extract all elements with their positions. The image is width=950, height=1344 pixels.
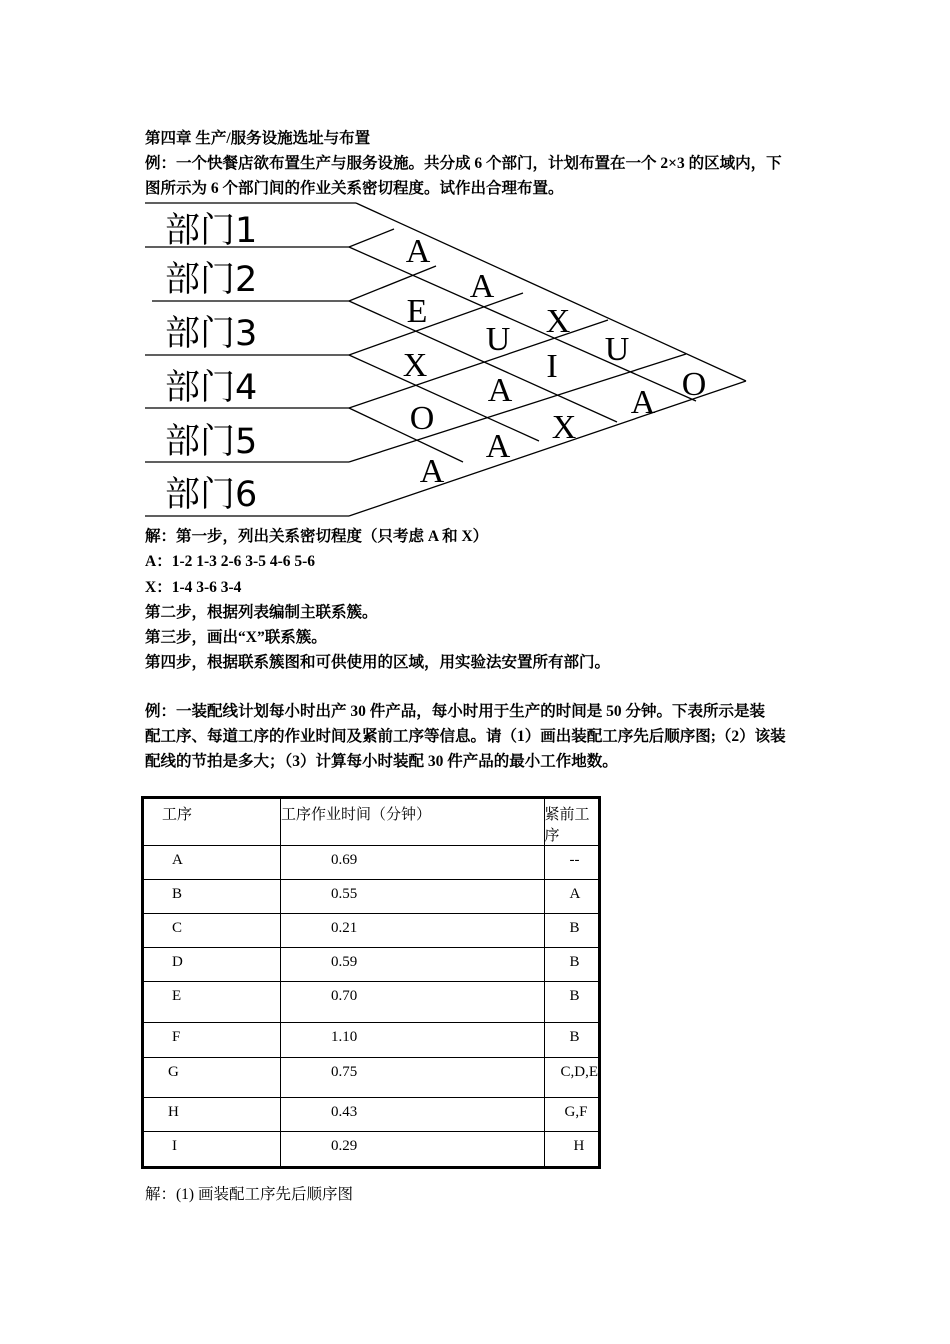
department-label: 部门6 — [165, 475, 258, 515]
relationship-code-2-5: I — [546, 348, 558, 385]
cell-operation: H — [143, 1098, 281, 1132]
table-row — [143, 1058, 600, 1098]
solution1-x-list: X：1-4 3-6 3-4 — [145, 579, 242, 596]
department-label: 部门4 — [165, 368, 258, 408]
cell-operation: F — [143, 1023, 281, 1058]
relationship-code-1-4: X — [545, 303, 571, 340]
cell-predecessor: B — [544, 1023, 600, 1058]
relationship-code-1-2: A — [405, 233, 431, 270]
relationship-code-1-6: O — [681, 366, 707, 403]
cell-predecessor: G,F — [544, 1098, 600, 1132]
relationship-code-2-6: A — [630, 384, 656, 421]
cell-time: 0.59 — [280, 948, 544, 982]
table-row — [143, 1023, 600, 1058]
cell-operation: G — [143, 1058, 281, 1098]
example2-line1: 例：一装配线计划每小时出产 30 件产品，每小时用于生产的时间是 50 分钟。下表所示是装 — [145, 703, 766, 720]
relationship-code-1-3: A — [469, 268, 495, 305]
cell-predecessor: H — [544, 1132, 600, 1168]
relationship-code-5-6: A — [419, 453, 445, 490]
header-predecessor: 紧前工序 — [544, 798, 600, 846]
cell-operation: A — [143, 846, 281, 880]
chapter-title: 第四章 生产/服务设施选址与布置 — [145, 130, 371, 147]
relationship-code-1-5: U — [604, 331, 630, 368]
table-row — [143, 1098, 600, 1132]
relationship-chart — [0, 0, 950, 540]
example1-line1: 例：一个快餐店欲布置生产与服务设施。共分成 6 个部门，计划布置在一个 2×3 的区域内，下 — [145, 155, 782, 172]
relationship-code-4-5: O — [409, 400, 435, 437]
table-row — [143, 982, 600, 1023]
relationship-code-3-4: X — [402, 347, 428, 384]
solution1-step4: 第四步，根据联系簇图和可供使用的区域，用实验法安置所有部门。 — [145, 654, 611, 671]
department-label: 部门2 — [165, 260, 258, 300]
example2-line3: 配线的节拍是多大；（3）计算每小时装配 30 件产品的最小工作地数。 — [145, 753, 618, 770]
solution1-step2: 第二步，根据列表编制主联系簇。 — [145, 604, 378, 621]
table-row — [143, 880, 600, 914]
table-row — [143, 914, 600, 948]
cell-operation: C — [143, 914, 281, 948]
cell-time: 0.29 — [280, 1132, 544, 1168]
relationship-code-2-3: E — [406, 293, 428, 330]
relationship-code-4-6: A — [485, 428, 511, 465]
cell-time: 0.75 — [280, 1058, 544, 1098]
department-label: 部门3 — [165, 314, 258, 354]
header-operation: 工序 — [143, 798, 281, 846]
cell-predecessor: -- — [544, 846, 600, 880]
solution2-line: 解：(1) 画装配工序先后顺序图 — [145, 1186, 353, 1203]
cell-operation: B — [143, 880, 281, 914]
cell-time: 0.21 — [280, 914, 544, 948]
table-header-row — [143, 798, 600, 846]
department-label: 部门1 — [165, 211, 258, 251]
cell-predecessor: B — [544, 948, 600, 982]
cell-time: 0.70 — [280, 982, 544, 1023]
cell-time: 0.55 — [280, 880, 544, 914]
cell-operation: I — [143, 1132, 281, 1168]
cell-predecessor: B — [544, 982, 600, 1023]
solution1-step1: 解：第一步，列出关系密切程度（只考虑 A 和 X） — [145, 528, 489, 545]
cell-time: 0.69 — [280, 846, 544, 880]
solution1-a-list: A：1-2 1-3 2-6 3-5 4-6 5-6 — [145, 553, 316, 570]
relationship-code-3-5: A — [487, 372, 513, 409]
relationship-code-3-6: X — [551, 409, 577, 446]
example2-line2: 配工序、每道工序的作业时间及紧前工序等信息。请（1）画出装配工序先后顺序图;（2）该装 — [145, 728, 786, 745]
cell-operation: E — [143, 982, 281, 1023]
table-row — [143, 846, 600, 880]
cell-time: 0.43 — [280, 1098, 544, 1132]
cell-predecessor: C,D,E — [544, 1058, 600, 1098]
cell-operation: D — [143, 948, 281, 982]
cell-predecessor: B — [544, 914, 600, 948]
relationship-code-2-4: U — [485, 321, 511, 358]
process-table — [141, 796, 601, 1169]
department-label: 部门5 — [165, 422, 258, 462]
example1-line2: 图所示为 6 个部门间的作业关系密切程度。试作出合理布置。 — [145, 180, 564, 197]
solution1-step3: 第三步，画出“X”联系簇。 — [145, 629, 327, 646]
table-row — [143, 1132, 600, 1168]
cell-predecessor: A — [544, 880, 600, 914]
table-row — [143, 948, 600, 982]
cell-time: 1.10 — [280, 1023, 544, 1058]
header-time: 工序作业时间（分钟） — [280, 798, 544, 846]
